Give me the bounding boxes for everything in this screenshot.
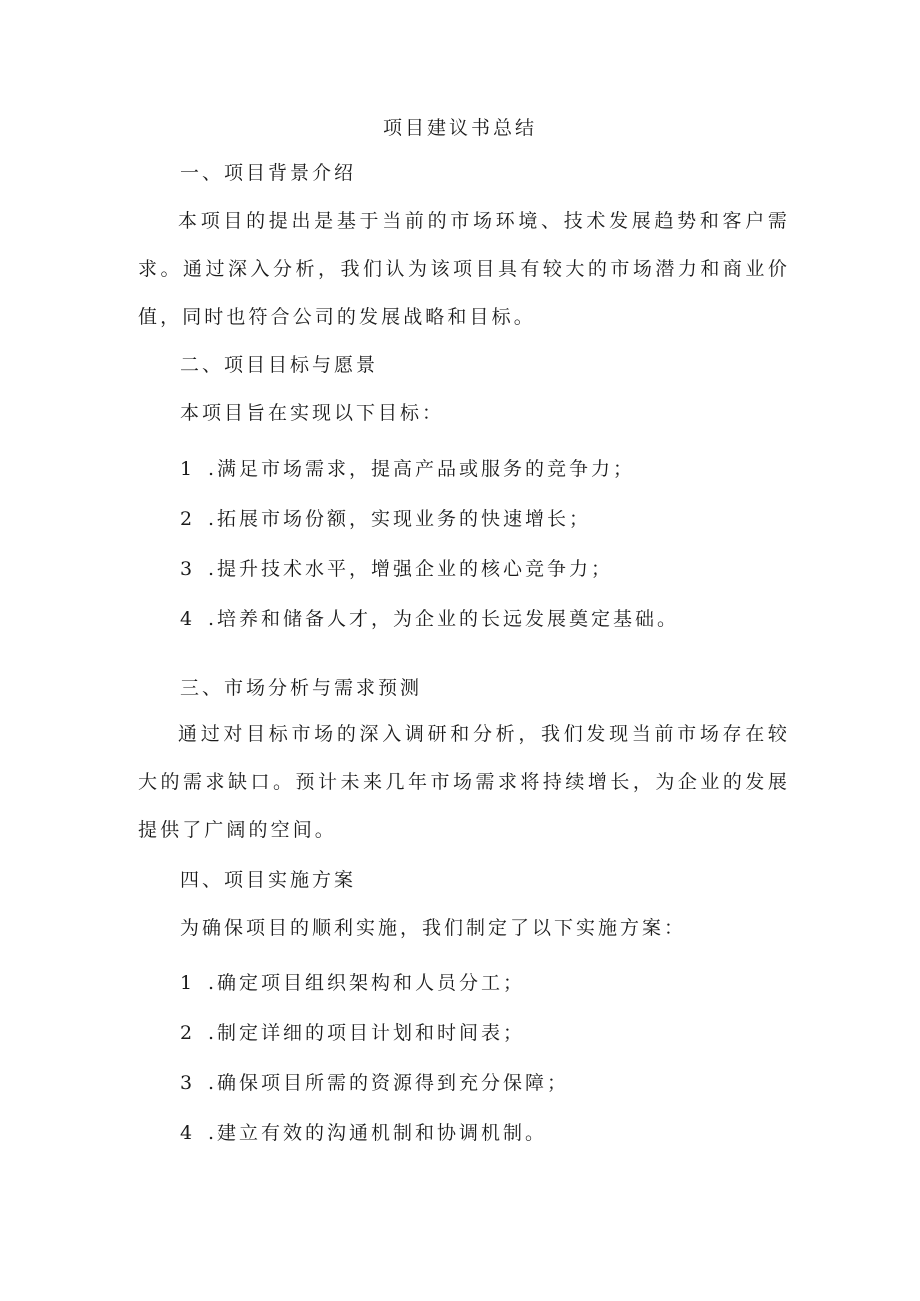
list-item [180,607,679,631]
list-item [180,457,635,481]
list-item-number: 4 [180,608,193,630]
list-item-number: 2 [180,508,193,530]
list-item [180,507,591,531]
list-item-text: .建立有效的沟通机制和协调机制。 [208,1122,548,1144]
section-heading-background: 一、项目背景介绍 [180,162,357,184]
list-item-number: 3 [180,1072,193,1094]
list-item-text: .拓展市场份额，实现业务的快速增长； [208,508,592,530]
list-item-number: 2 [180,1022,193,1044]
list-item-text: .提升技术水平，增强企业的核心竞争力； [208,558,614,580]
document-title: 项目建议书总结 [382,117,537,139]
section-paragraph-background: 本项目的提出是基于当前的市场环境、技术发展趋势和客户需求。通过深入分析，我们认为该项目具有较大的市场潜力和商业价值，同时也符合公司的发展战略和目标。 [138,210,790,328]
list-item-number: 3 [180,558,193,580]
list-item-text: .培养和储备人才，为企业的长远发展奠定基础。 [208,608,680,630]
list-item [180,557,613,581]
list-item-text: .确保项目所需的资源得到充分保障； [208,1072,570,1094]
list-item-number: 1 [180,972,193,994]
section-heading-market: 三、市场分析与需求预测 [180,677,423,699]
list-item [180,1021,525,1045]
section-intro-goals: 本项目旨在实现以下目标： [180,402,445,424]
list-item-text: .确定项目组织架构和人员分工； [208,972,526,994]
list-item-text: .满足市场需求，提高产品或服务的竞争力； [208,458,636,480]
section-intro-implementation: 为确保项目的顺利实施，我们制定了以下实施方案： [180,917,687,939]
section-paragraph-market: 通过对目标市场的深入调研和分析，我们发现当前市场存在较大的需求缺口。预计未来几年市场需求将持续增长，为企业的发展提供了广阔的空间。 [138,723,790,841]
list-item [180,1071,569,1095]
list-item-number: 1 [180,458,193,480]
list-item [180,971,525,995]
list-item-number: 4 [180,1122,193,1144]
section-heading-implementation: 四、项目实施方案 [180,869,357,891]
list-item [180,1121,547,1145]
list-item-text: .制定详细的项目计划和时间表； [208,1022,526,1044]
section-heading-goals: 二、项目目标与愿景 [180,354,379,376]
